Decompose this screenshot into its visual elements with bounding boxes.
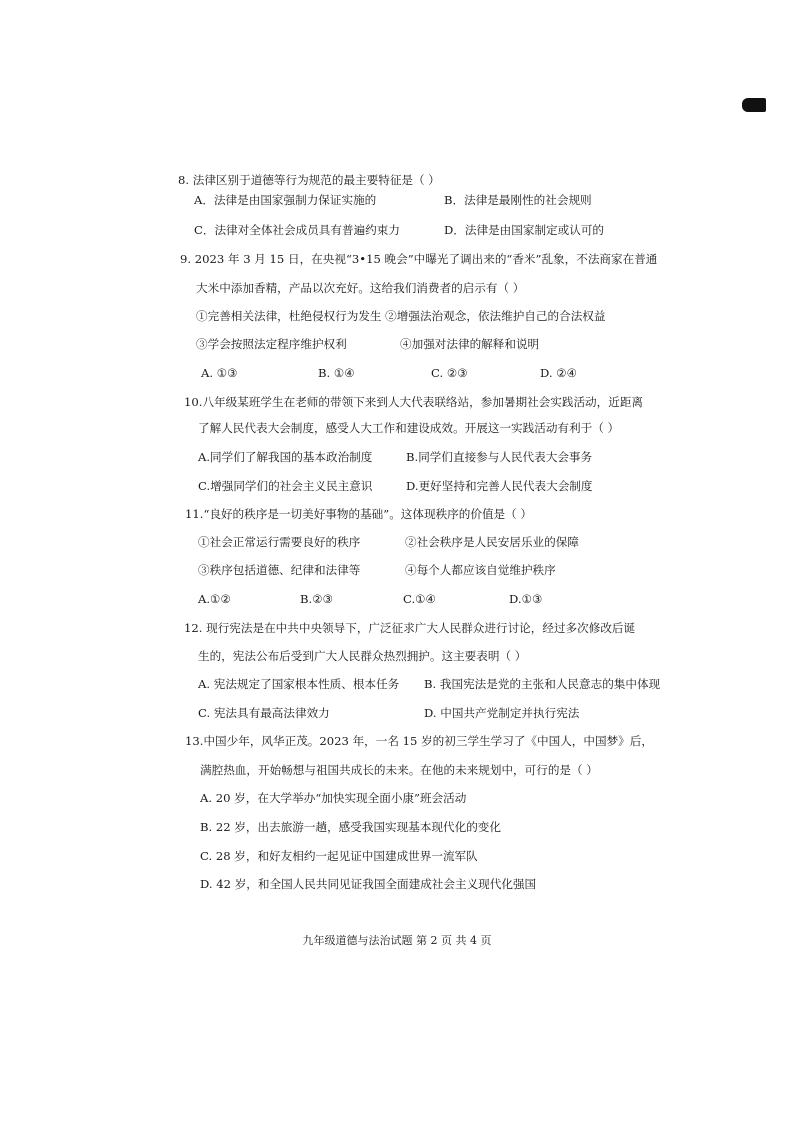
q13-option-d: D. 42 岁，和全国人民共同见证我国全面建成社会主义现代化强国 (200, 877, 537, 891)
q9-stem-line2: 大米中添加香精，产品以次充好。这给我们消费者的启示有（ ） (196, 281, 525, 295)
q9-option-d: D. ②④ (540, 366, 578, 380)
q8-option-a: A．法律是由国家强制力保证实施的 (194, 193, 377, 207)
corner-binding-mark (742, 98, 766, 112)
q12-option-b: B. 我国宪法是党的主张和人民意志的集中体现 (424, 677, 661, 691)
q8-option-b: B．法律是最刚性的社会规则 (444, 193, 592, 207)
q13-option-b: B. 22 岁，出去旅游一趟，感受我国实现基本现代化的变化 (200, 820, 501, 834)
q11-option-a: A.①② (198, 592, 231, 606)
q9-option-c: C. ②③ (431, 366, 468, 380)
q12-option-a: A. 宪法规定了国家根本性质、根本任务 (198, 677, 400, 691)
q9-statement-3: ③学会按照法定程序维护权利 (196, 337, 347, 351)
q11-statement-1: ①社会正常运行需要良好的秩序 (198, 535, 361, 549)
q11-option-b: B.②③ (300, 592, 333, 606)
q9-statement-4: ④加强对法律的解释和说明 (400, 337, 540, 351)
q10-option-a: A.同学们了解我国的基本政治制度 (198, 450, 373, 464)
q13-stem-line1: 13.中国少年，风华正茂。2023 年，一名 15 岁的初三学生学习了《中国人，中国梦》后， (185, 734, 653, 748)
q9-statements-1-2: ①完善相关法律，杜绝侵权行为发生 ②增强法治观念，依法维护自己的合法权益 (196, 309, 606, 323)
q13-stem-line2: 满腔热血，开始畅想与祖国共成长的未来。在他的未来规划中，可行的是（ ） (200, 763, 598, 777)
q12-option-d: D. 中国共产党制定并执行宪法 (424, 706, 580, 720)
q10-stem-line2: 了解人民代表大会制度，感受人大工作和建设成效。开展这一实践活动有利于（ ） (198, 421, 620, 435)
q10-stem-line1: 10.八年级某班学生在老师的带领下来到人大代表联络站，参加暑期社会实践活动，近距离 (184, 395, 644, 409)
q13-option-a: A. 20 岁，在大学举办“加快实现全面小康”班会活动 (200, 791, 467, 805)
q12-stem-line2: 生的，宪法公布后受到广大人民群众热烈拥护。这主要表明（ ） (198, 649, 527, 663)
q8-option-d: D．法律是由国家制定或认可的 (444, 223, 605, 237)
q11-statement-2: ②社会秩序是人民安居乐业的保障 (405, 535, 579, 549)
q12-option-c: C. 宪法具有最高法律效力 (198, 706, 330, 720)
q13-option-c: C. 28 岁，和好友相约一起见证中国建成世界一流军队 (200, 849, 478, 863)
q12-stem-line1: 12. 现行宪法是在中共中央领导下，广泛征求广大人民群众进行讨论，经过多次修改后诞 (184, 621, 636, 635)
q9-option-b: B. ①④ (318, 366, 355, 380)
q8-stem: 8. 法律区别于道德等行为规范的最主要特征是（ ） (178, 173, 440, 187)
q10-option-c: C.增强同学们的社会主义民主意识 (198, 479, 373, 493)
q8-option-c: C．法律对全体社会成员具有普遍约束力 (194, 223, 400, 237)
q11-statement-3: ③秩序包括道德、纪律和法律等 (198, 563, 361, 577)
q10-option-d: D.更好坚持和完善人民代表大会制度 (406, 479, 593, 493)
q9-stem-line1: 9. 2023 年 3 月 15 日，在央视“3•15 晚会”中曝光了调出来的“香米”乱象，不法商家在普通 (180, 252, 658, 266)
page-footer: 九年级道德与法治试题 第 2 页 共 4 页 (302, 934, 492, 947)
q9-option-a: A. ①③ (201, 366, 238, 380)
q11-option-d: D.①③ (509, 592, 543, 606)
q11-statement-4: ④每个人都应该自觉维护秩序 (405, 563, 556, 577)
q11-option-c: C.①④ (403, 592, 436, 606)
q10-option-b: B.同学们直接参与人民代表大会事务 (406, 450, 593, 464)
q11-stem: 11.“良好的秩序是一切美好事物的基础”。这体现秩序的价值是（ ） (185, 507, 533, 521)
